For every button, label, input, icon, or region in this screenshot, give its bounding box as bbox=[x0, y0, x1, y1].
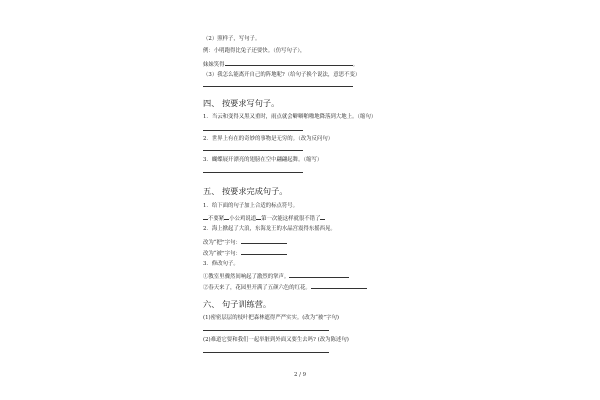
revise-sentence-a: ①教室里骤然间响起了激烈的掌声。 bbox=[203, 272, 349, 281]
answer-blank[interactable] bbox=[225, 60, 353, 66]
item2-prompt: （2）照样子，写句子。 bbox=[203, 36, 261, 42]
answer-blank[interactable] bbox=[241, 249, 287, 255]
answer-line[interactable] bbox=[203, 86, 353, 87]
example-line: 例：小明跑得比兔子还要快。（仿写句子）， bbox=[203, 48, 306, 54]
revise-sentence-b: ②春天来了，花园里开满了五颜六色的红花。 bbox=[203, 283, 367, 292]
section5-heading: 五、 按要求完成句子。 bbox=[203, 186, 288, 196]
answer-line[interactable] bbox=[203, 352, 329, 353]
imitate-start: 妹妹笑得 bbox=[203, 62, 225, 68]
answer-line[interactable] bbox=[203, 172, 303, 173]
punctuation-blank[interactable] bbox=[320, 214, 325, 220]
section6-q2: (2)难道它要和我们一起举脏到外面又要生去吗? (改为陈述句) bbox=[203, 337, 349, 343]
section6-q1: (1)密密层层的枝叶把森林遮得严严实实。(改为“被”字句) bbox=[203, 315, 339, 321]
answer-blank[interactable] bbox=[241, 238, 287, 244]
section6-heading: 六、 句子训练营。 bbox=[203, 299, 272, 309]
section4-q2: 2．世界上有在的奇妙的事物是无穷的。（改为反问句） bbox=[203, 136, 334, 142]
bei-sentence-line: 改为“被”字句： bbox=[203, 249, 287, 258]
answer-blank[interactable] bbox=[289, 272, 349, 278]
page-number: 2 / 9 bbox=[293, 372, 307, 378]
punctuation-sentence: 不要紧 小公鸡说道 第一次能这样就很不错了 bbox=[203, 214, 325, 223]
section4-heading: 四、 按要求写句子。 bbox=[203, 98, 280, 108]
answer-blank[interactable] bbox=[311, 283, 367, 289]
imitate-line: 妹妹笑得 。 bbox=[203, 62, 358, 68]
section4-q3: 3．蝴蝶展开漂亮的翅膀在空中翩翩起舞。（缩写） bbox=[203, 157, 323, 163]
ba-sentence-line: 改为“把”字句： bbox=[203, 238, 287, 247]
section5-q3: 3．修改句子。 bbox=[203, 261, 239, 267]
answer-line[interactable] bbox=[203, 150, 303, 151]
item3-prompt: （3）我怎么能离开自己的阵地呢?（给句子换个说法，意思不变） bbox=[203, 72, 361, 78]
answer-line[interactable] bbox=[203, 130, 303, 131]
section4-q1: 1．当云和变得又黑又重时，雨点就会噼噼啪啪地降落到大地上。（缩句） bbox=[203, 114, 377, 120]
answer-line[interactable] bbox=[203, 330, 329, 331]
section5-q2: 2．海上掀起了大浪，东海龙王的水晶宫震得东摇西晃。 bbox=[203, 226, 336, 232]
section5-q1: 1．给下面的句子加上合适的标点符号。 bbox=[203, 203, 299, 209]
